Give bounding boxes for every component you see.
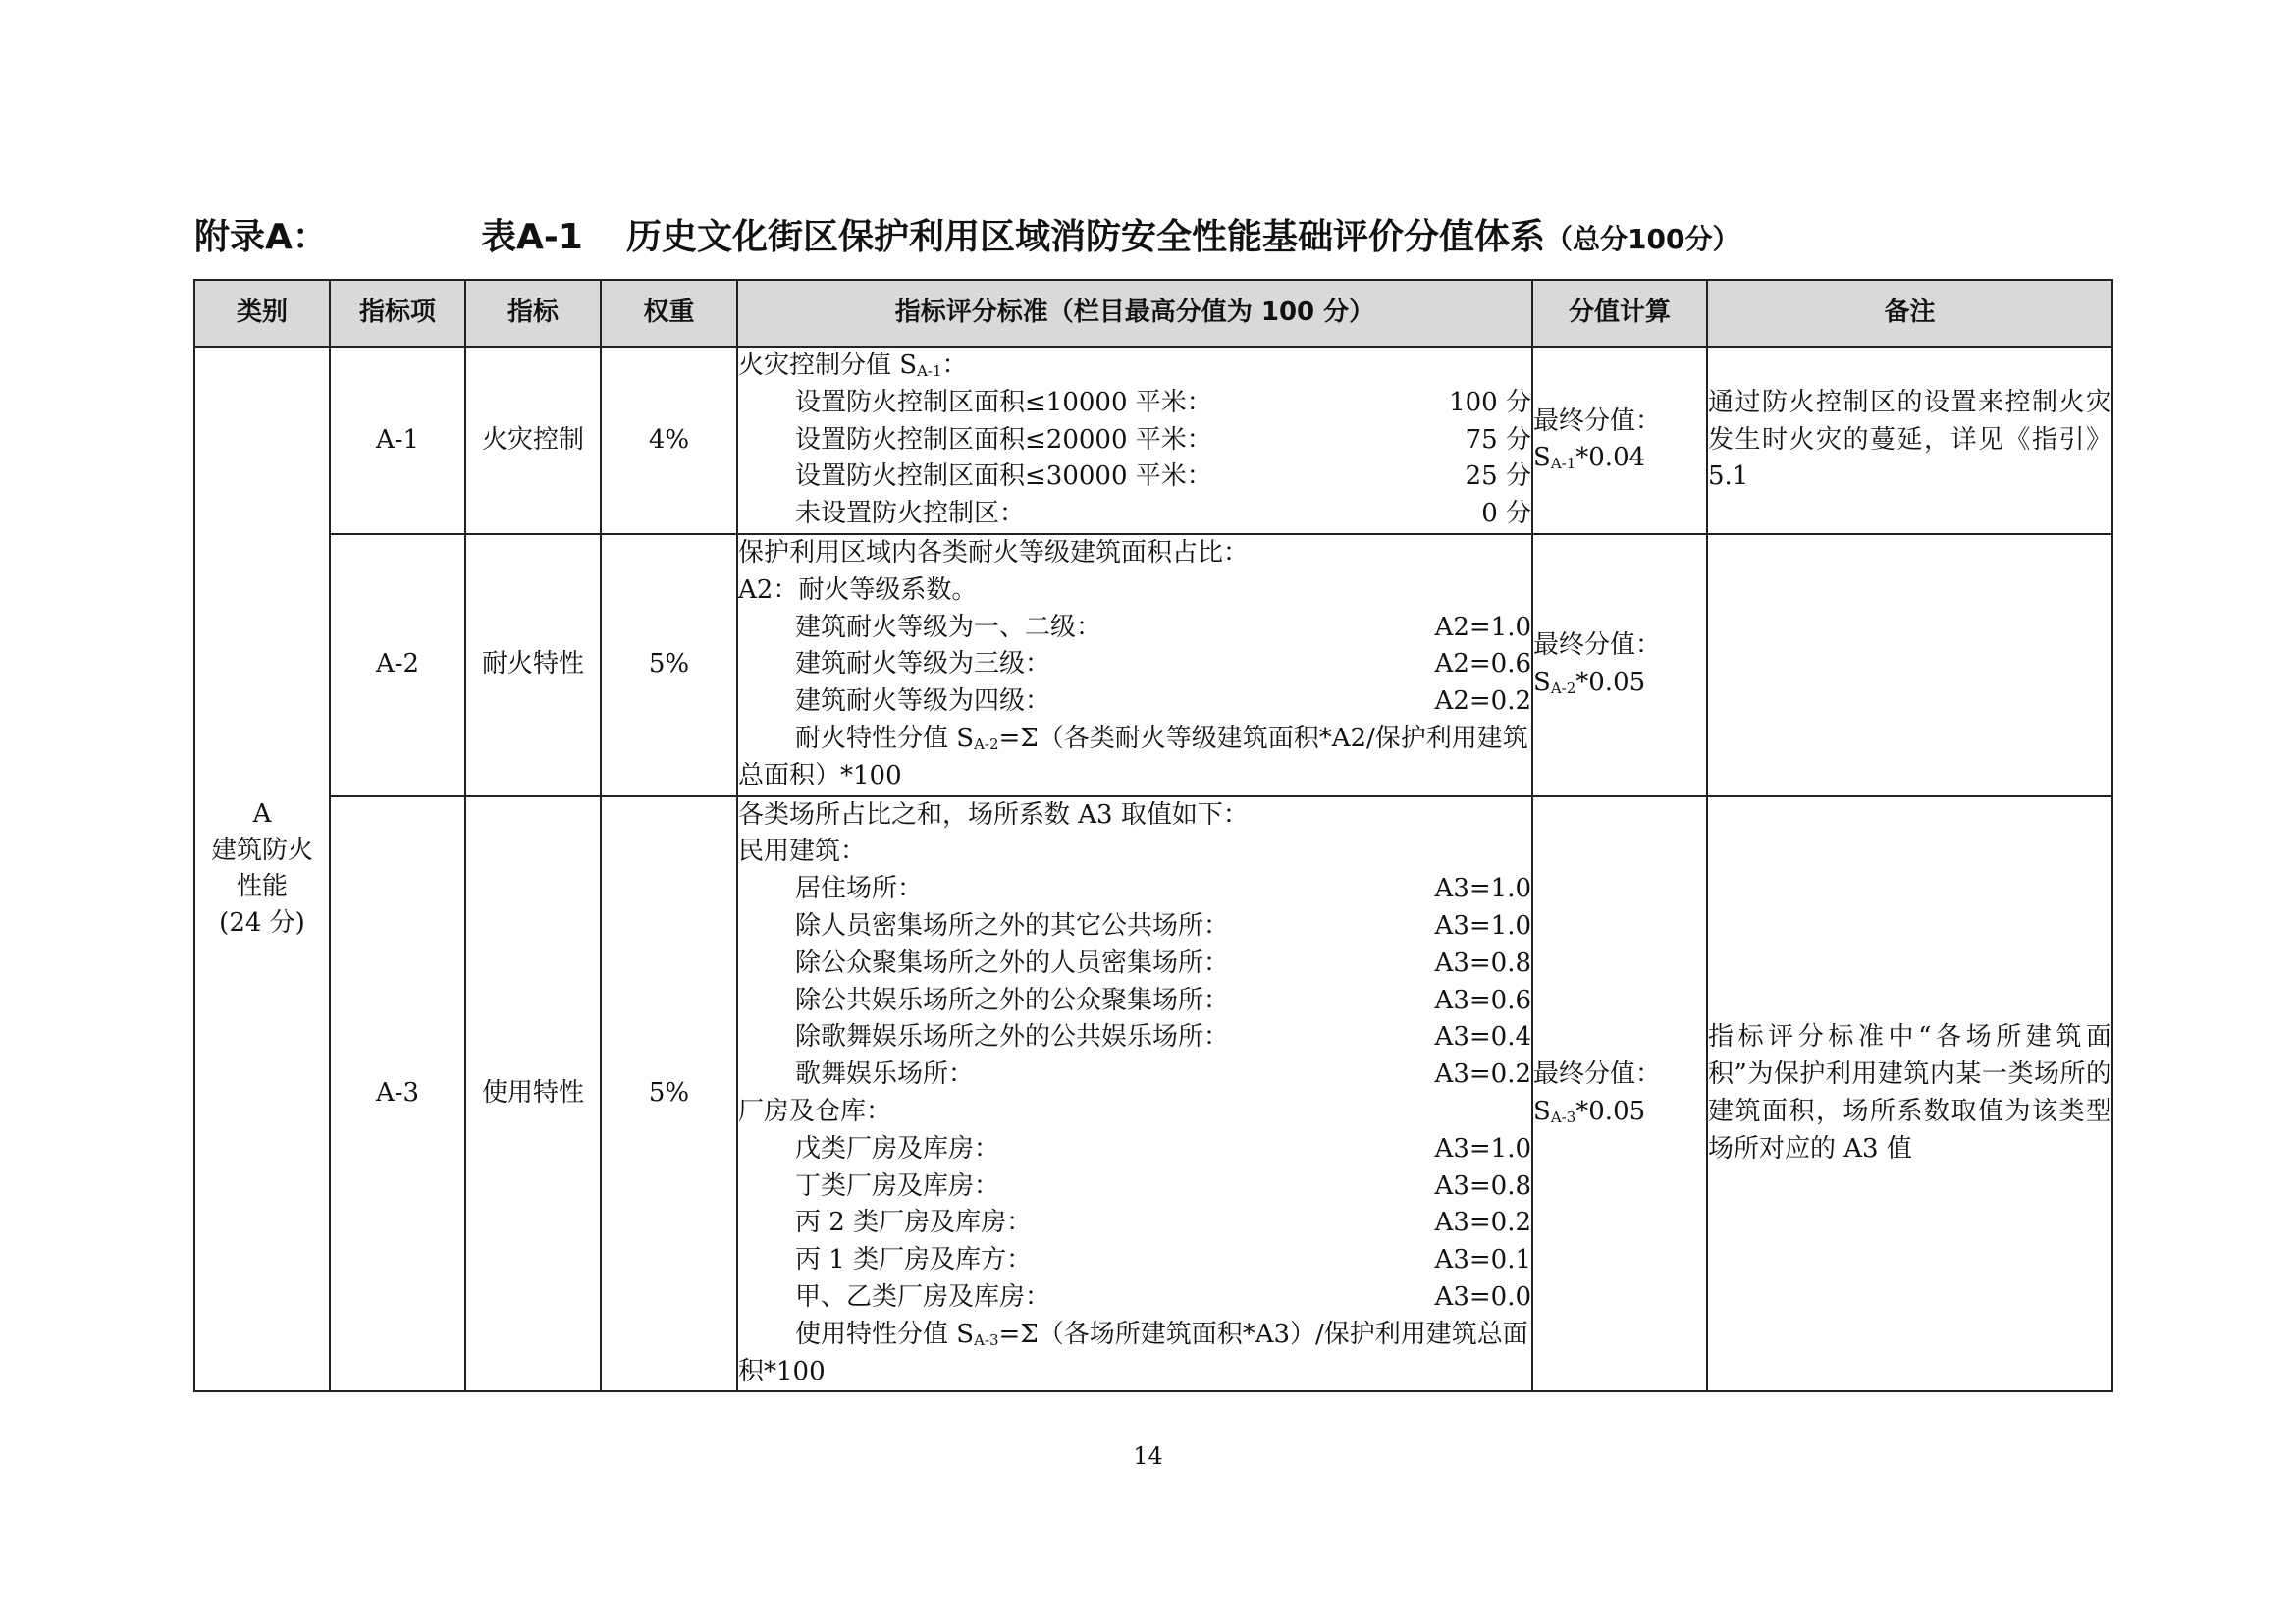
category-cell	[194, 347, 330, 1391]
weight-cell: 5%	[601, 534, 737, 796]
remarks-cell	[1707, 534, 2112, 796]
standard-title: 火灾控制分值 $S_{A-1}$：	[738, 351, 968, 380]
standard-line: 甲、乙类厂房及库房： A3=0.0	[795, 1281, 1531, 1312]
item-code-cell: A-3	[330, 796, 465, 1392]
standard-line: 戊类厂房及库房： A3=1.0	[795, 1133, 1531, 1164]
appendix-label: 附录A：	[194, 217, 328, 257]
category-code: A	[252, 799, 272, 830]
standard-cell	[737, 534, 1532, 796]
standard-formula: 耐火特性分值 $S_{A-2}=\Sigma$（各类耐火等级建筑面积*A2/保护利用建筑总面积）*100	[738, 723, 1528, 790]
column-header-category: 类别	[194, 280, 330, 347]
table-row-a3	[194, 796, 2112, 1392]
standard-line: 歌舞娱乐场所： A3=0.2	[795, 1059, 1531, 1090]
standard-group: 厂房及仓库：	[738, 1096, 892, 1126]
calc-label: 最终分值：	[1533, 1059, 1662, 1090]
standard-intro: 各类场所占比之和，场所系数 A3 取值如下：	[738, 799, 1249, 830]
indicator-cell: 耐火特性	[465, 534, 601, 796]
standard-line: 建筑耐火等级为四级： A2=0.2	[795, 686, 1531, 717]
standard-group: 民用建筑：	[738, 837, 867, 867]
category-score: (24 分)	[219, 908, 305, 939]
standard-line: 建筑耐火等级为一、二级： A2=1.0	[795, 612, 1531, 642]
table-title: 历史文化街区保护利用区域消防安全性能基础评价分值体系	[626, 217, 1546, 257]
standard-line: 建筑耐火等级为三级： A2=0.6	[795, 649, 1531, 679]
standard-formula: 使用特性分值 $S_{A-3}=\Sigma$（各场所建筑面积*A3）/保护利用建筑总面积*100	[738, 1319, 1528, 1386]
evaluation-table	[193, 279, 2113, 1392]
calc-label: 最终分值：	[1533, 406, 1662, 436]
weight-cell: 5%	[601, 796, 737, 1392]
standard-line: 未设置防火控制区： 0 分	[795, 499, 1531, 529]
total-score-note: （总分100分）	[1545, 223, 1740, 255]
standard-line: 设置防火控制区面积≤30000 平米： 25 分	[795, 461, 1531, 492]
standard-intro: A2：耐火等级系数。	[738, 574, 978, 605]
standard-cell	[737, 347, 1532, 534]
standard-line: 丙 2 类厂房及库房： A3=0.2	[795, 1208, 1531, 1238]
standard-line: 丁类厂房及库房： A3=0.8	[795, 1170, 1531, 1201]
table-row-a2	[194, 534, 2112, 796]
column-header-weight: 权重	[601, 280, 737, 347]
calc-label: 最终分值：	[1533, 630, 1662, 661]
standard-intro: 保护利用区域内各类耐火等级建筑面积占比：	[738, 537, 1250, 568]
column-header-item: 指标项	[330, 280, 465, 347]
standard-line: 除公众聚集场所之外的人员密集场所： A3=0.8	[795, 947, 1531, 978]
standard-line: 设置防火控制区面积≤10000 平米： 100 分	[795, 387, 1531, 417]
table-number: 表A-1	[481, 217, 583, 257]
calculation-cell	[1532, 534, 1707, 796]
header-row	[194, 280, 2112, 347]
item-code-cell: A-2	[330, 534, 465, 796]
item-code-cell: A-1	[330, 347, 465, 534]
column-header-remarks: 备注	[1707, 280, 2112, 347]
column-header-calculation: 分值计算	[1532, 280, 1707, 347]
indicator-cell: 火灾控制	[465, 347, 601, 534]
standard-line: 除公共娱乐场所之外的公众聚集场所： A3=0.6	[795, 985, 1531, 1015]
column-header-standard: 指标评分标准（栏目最高分值为 100 分）	[737, 280, 1532, 347]
standard-line: 居住场所： A3=1.0	[795, 874, 1531, 904]
calc-formula: $S_{A-3}*0.05$	[1533, 1096, 1646, 1126]
standard-line: 除歌舞娱乐场所之外的公共娱乐场所： A3=0.4	[795, 1022, 1531, 1053]
page-number: 14	[1133, 1442, 1163, 1470]
category-name: 建筑防火性能	[210, 836, 313, 902]
calculation-cell	[1532, 796, 1707, 1392]
indicator-cell: 使用特性	[465, 796, 601, 1392]
table-title-wrap	[626, 208, 1739, 269]
calculation-cell	[1532, 347, 1707, 534]
column-header-indicator: 指标	[465, 280, 601, 347]
weight-cell: 4%	[601, 347, 737, 534]
standard-cell	[737, 796, 1532, 1392]
table-row-a1	[194, 347, 2112, 534]
remarks-cell: 指标评分标准中“各场所建筑面积”为保护利用建筑内某一类场所的建筑面积，场所系数取值为该类型场所对应的 A3 值	[1707, 796, 2112, 1392]
page-heading	[194, 208, 2118, 267]
standard-line: 除人员密集场所之外的其它公共场所： A3=1.0	[795, 910, 1531, 941]
calc-formula: $S_{A-2}*0.05$	[1533, 668, 1646, 698]
standard-line: 设置防火控制区面积≤20000 平米： 75 分	[795, 424, 1531, 455]
remarks-cell: 通过防火控制区的设置来控制火灾发生时火灾的蔓延，详见《指引》5.1	[1707, 347, 2112, 534]
calc-formula: $S_{A-1}*0.04$	[1533, 443, 1646, 473]
standard-line: 丙 1 类厂房及库方： A3=0.1	[795, 1245, 1531, 1275]
